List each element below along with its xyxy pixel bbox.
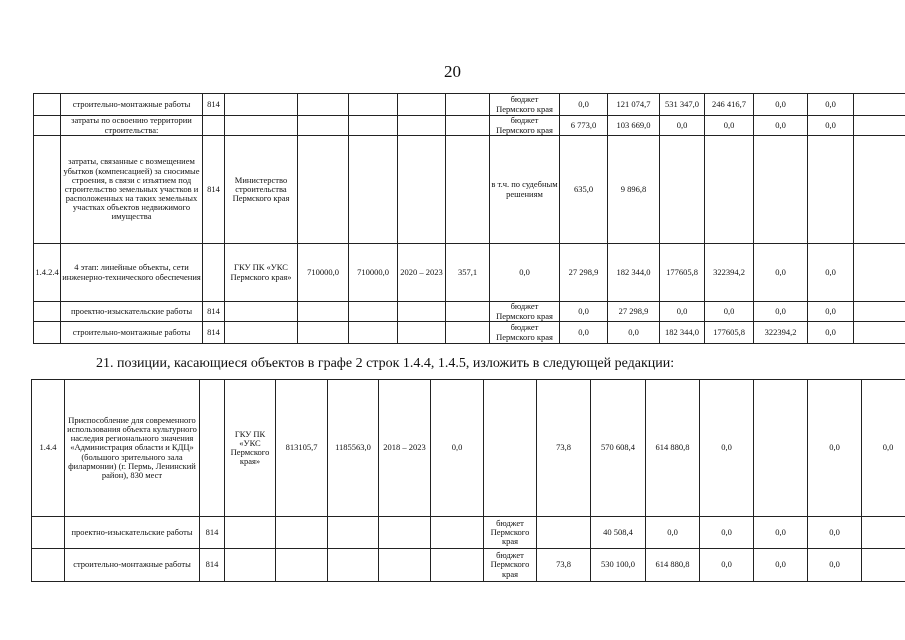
value-cell: 0,0 [705,116,754,136]
row-responsible-cell: Министерство строительства Пермского края [225,136,298,244]
row-admin-cell: 814 [203,136,225,244]
value-cell: 0,0 [490,244,560,302]
row-period-cell [398,116,446,136]
value-cell [854,116,905,136]
value-cell: 0,0 [808,302,854,322]
row-responsible-cell: ГКУ ПК «УКС Пермского края» [225,380,276,517]
value-cell: 182 344,0 [608,244,660,302]
table-row [34,116,905,136]
value-cell: 322394,2 [705,244,754,302]
value-cell: 27 298,9 [560,244,608,302]
value-cell: 0,0 [660,116,705,136]
row-item-cell: проектно-изыскательские работы [61,302,203,322]
value-cell: 0,0 [646,517,700,549]
value-cell: 0,0 [808,380,862,517]
value-cell: 0,0 [808,116,854,136]
row-readiness-cell: 0,0 [431,380,484,517]
value-cell: 614 880,8 [646,549,700,582]
value-cell: 0,0 [700,517,754,549]
table-row [34,244,905,302]
value-cell: 0,0 [808,549,862,582]
row-cost-cell [349,302,398,322]
row-capacity-cell: 710000,0 [298,244,349,302]
value-cell: 531 347,0 [660,94,705,116]
row-admin-cell [203,244,225,302]
value-cell [854,302,905,322]
value-cell: 27 298,9 [608,302,660,322]
row-capacity-cell: 813105,7 [276,380,328,517]
row-capacity-cell [298,322,349,344]
value-cell: 73,8 [537,549,591,582]
value-cell: 570 608,4 [591,380,646,517]
row-admin-cell: 814 [203,94,225,116]
row-readiness-cell [446,136,490,244]
row-item-cell: строительно-монтажные работы [65,549,200,582]
value-cell [660,136,705,244]
value-cell: 182 344,0 [660,322,705,344]
value-cell: 0,0 [754,517,808,549]
row-capacity-cell [298,136,349,244]
row-period-cell [398,94,446,116]
row-capacity-cell [276,517,328,549]
row-capacity-cell [298,94,349,116]
row-readiness-cell [446,94,490,116]
row-responsible-cell [225,116,298,136]
row-source-cell: бюджет Пермского края [490,322,560,344]
row-code-cell [32,517,65,549]
row-capacity-cell [298,302,349,322]
row-code-cell: 1.4.4 [32,380,65,517]
value-cell [754,380,808,517]
value-cell: 0,0 [560,302,608,322]
row-admin-cell [200,380,225,517]
value-cell: 0,0 [808,94,854,116]
row-period-cell [379,517,431,549]
row-code-cell: 1.4.2.4 [34,244,61,302]
value-cell: 0,0 [754,302,808,322]
value-cell: 0,0 [808,244,854,302]
value-cell: 177605,8 [660,244,705,302]
table-row [34,322,905,344]
value-cell: 0,0 [700,549,754,582]
value-cell: 0,0 [608,322,660,344]
row-source-cell: бюджет Пермского края [484,549,537,582]
row-code-cell [32,549,65,582]
table-row [32,380,905,517]
row-item-cell: затраты, связанные с возмещением убытков (компенсацией) за сносимые строения, в связи с изъятием под строительство земельных участков и расположенных на таких земельных участках объектов недвижимого имущества [61,136,203,244]
value-cell: 322394,2 [754,322,808,344]
budget-table-bottom [31,379,905,582]
value-cell: 40 508,4 [591,517,646,549]
value-cell: 0,0 [705,302,754,322]
row-period-cell [379,549,431,582]
value-cell [854,94,905,116]
value-cell: 0,0 [808,322,854,344]
row-period-cell [398,136,446,244]
value-cell: 246 416,7 [705,94,754,116]
row-responsible-cell [225,302,298,322]
row-source-cell [484,380,537,517]
row-readiness-cell [446,322,490,344]
value-cell [705,136,754,244]
row-item-cell: Приспособление для современного использования объекта культурного наследия регионального значения «Администрация области и КДЦ» (большого зрительного зала филармонии) (г. Пермь, Ленинский район), 830 мест [65,380,200,517]
row-readiness-cell [446,302,490,322]
row-item-cell: 4 этап: линейные объекты, сети инженерно-технического обеспечения [61,244,203,302]
value-cell: 0,0 [862,380,905,517]
value-cell: 177605,8 [705,322,754,344]
row-item-cell: строительно-монтажные работы [61,322,203,344]
row-code-cell [34,302,61,322]
table-row [34,302,905,322]
row-period-cell [398,302,446,322]
row-responsible-cell [225,94,298,116]
budget-table-top [33,93,905,344]
row-cost-cell [328,549,379,582]
row-cost-cell [349,94,398,116]
row-cost-cell: 1185563,0 [328,380,379,517]
value-cell: 0,0 [808,517,862,549]
value-cell [854,244,905,302]
value-cell: 635,0 [560,136,608,244]
row-responsible-cell [225,549,276,582]
row-readiness-cell: 357,1 [446,244,490,302]
value-cell: 0,0 [560,322,608,344]
value-cell: 103 669,0 [608,116,660,136]
row-period-cell: 2020 – 2023 [398,244,446,302]
row-period-cell [398,322,446,344]
value-cell [537,517,591,549]
value-cell [854,322,905,344]
row-source-cell: в т.ч. по судебным решениям [490,136,560,244]
row-responsible-cell: ГКУ ПК «УКС Пермского края» [225,244,298,302]
row-admin-cell [203,116,225,136]
value-cell: 0,0 [754,244,808,302]
value-cell: 9 896,8 [608,136,660,244]
value-cell: 0,0 [560,94,608,116]
value-cell: 0,0 [660,302,705,322]
row-period-cell: 2018 – 2023 [379,380,431,517]
value-cell [754,136,808,244]
row-code-cell [34,116,61,136]
row-source-cell: бюджет Пермского края [490,116,560,136]
table-row [34,94,905,116]
value-cell: 0,0 [700,380,754,517]
row-readiness-cell [431,549,484,582]
table-row [32,549,905,582]
row-code-cell [34,94,61,116]
value-cell: 0,0 [754,116,808,136]
value-cell [862,549,905,582]
value-cell: 0,0 [754,549,808,582]
row-responsible-cell [225,517,276,549]
row-cost-cell [349,136,398,244]
value-cell: 121 074,7 [608,94,660,116]
value-cell: 530 100,0 [591,549,646,582]
row-code-cell [34,322,61,344]
row-cost-cell: 710000,0 [349,244,398,302]
value-cell: 6 773,0 [560,116,608,136]
row-readiness-cell [431,517,484,549]
row-cost-cell [328,517,379,549]
section-heading: 21. позиции, касающиеся объектов в графе 2 строк 1.4.4, 1.4.5, изложить в следующей редакции: [96,356,675,371]
row-item-cell: строительно-монтажные работы [61,94,203,116]
table-row [34,136,905,244]
value-cell [808,136,854,244]
row-admin-cell: 814 [203,322,225,344]
row-capacity-cell [276,549,328,582]
value-cell: 73,8 [537,380,591,517]
row-source-cell: бюджет Пермского края [490,94,560,116]
table-row [32,517,905,549]
row-capacity-cell [298,116,349,136]
row-code-cell [34,136,61,244]
value-cell [862,517,905,549]
row-cost-cell [349,116,398,136]
value-cell: 614 880,8 [646,380,700,517]
row-admin-cell: 814 [200,517,225,549]
row-admin-cell: 814 [200,549,225,582]
value-cell [854,136,905,244]
value-cell: 0,0 [754,94,808,116]
row-source-cell: бюджет Пермского края [484,517,537,549]
row-cost-cell [349,322,398,344]
row-item-cell: проектно-изыскательские работы [65,517,200,549]
row-source-cell: бюджет Пермского края [490,302,560,322]
row-responsible-cell [225,322,298,344]
page-number: 20 [444,62,461,81]
row-item-cell: затраты по освоению территории строительства: [61,116,203,136]
row-admin-cell: 814 [203,302,225,322]
row-readiness-cell [446,116,490,136]
